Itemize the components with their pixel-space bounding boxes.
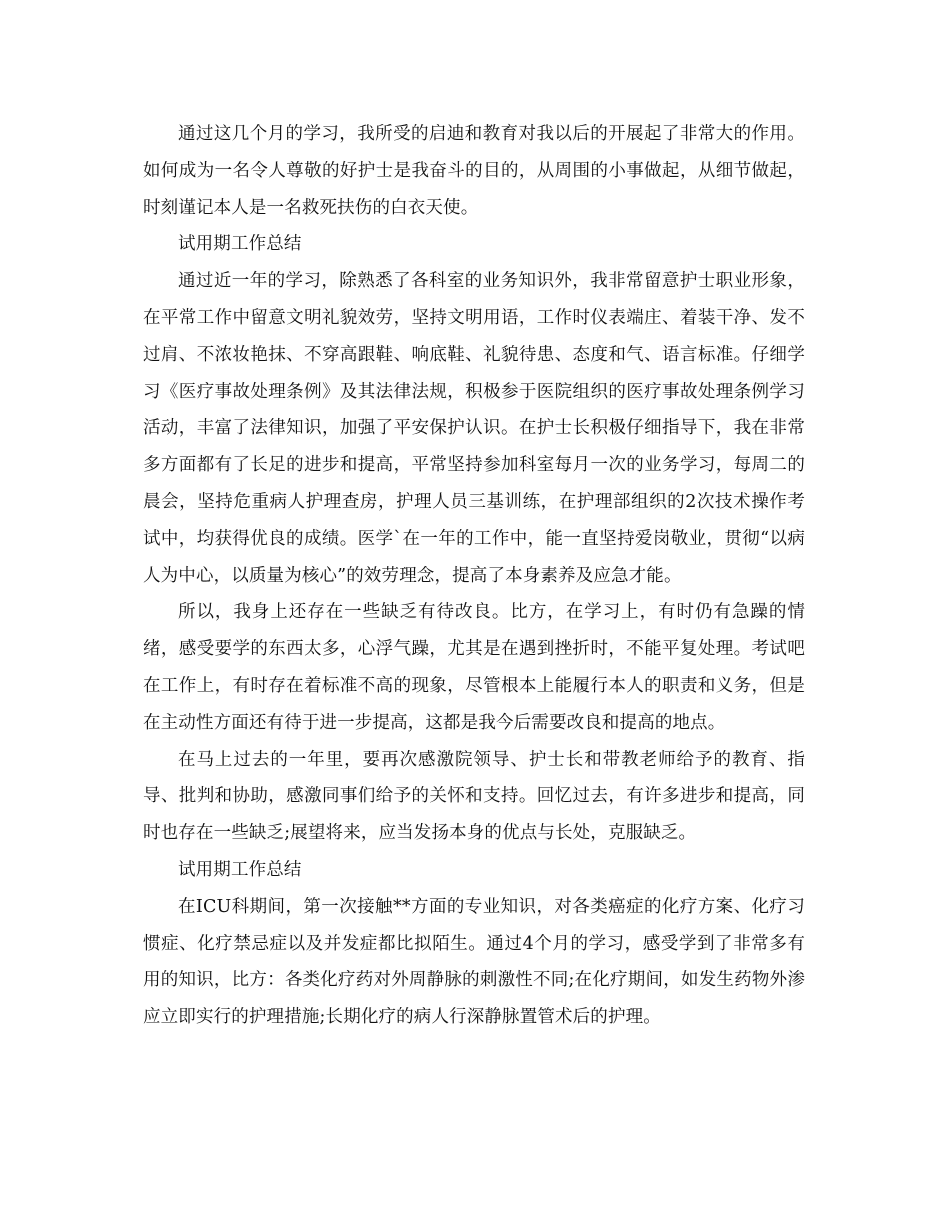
paragraph-shortcomings: 所以，我身上还存在一些缺乏有待改良。比方，在学习上，有时仍有急躁的情绪，感受要学的东西太多，心浮气躁，尤其是在遇到挫折时，不能平复处理。考试吧在工作上，有时存在着标准不高的现象，尽管根本上能履行本人的职责和义务，但是在主动性方面还有待于进一步提高，这都是我今后需要改良和提高的地点。 <box>143 602 805 733</box>
section-heading-probation-summary-2: 试用期工作总结 <box>178 859 302 880</box>
paragraph-icu-period: 在ICU科期间，第一次接触**方面的专业知识，对各类癌症的化疗方案、化疗习惯症、化疗禁忌症以及并发症都比拟陌生。通过4个月的学习，感受学到了非常多有用的知识，比方：各类化疗药对外周静脉的刺激性不同;在化疗期间，如发生药物外渗应立即实行的护理措施;长期化疗的病人行深静脉置管术后的护理。 <box>143 896 805 1028</box>
paragraph-professional-image: 通过近一年的学习，除熟悉了各科室的业务知识外，我非常留意护士职业形象，在平常工作中留意文明礼貌效劳，坚持文明用语，工作时仪表端庄、着装干净、发不过肩、不浓妆艳抹、不穿高跟鞋、响底鞋、礼貌待患、态度和气、语言标准。仔细学习《医疗事故处理条例》及其法律法规，积极参于医院组织的医疗事故处理条例学习活动，丰富了法律知识，加强了平安保护认识。在护士长积极仔细指导下，我在非常多方面都有了长足的进步和提高，平常坚持参加科室每月一次的业务学习，每周二的晨会，坚持危重病人护理查房，护理人员三基训练，在护理部组织的2次技术操作考试中，均获得优良的成绩。医学`在一年的工作中，能一直坚持爱岗敬业，贯彻“以病人为中心，以质量为核心”的效劳理念，提高了本身素养及应急才能。 <box>143 271 805 586</box>
section-heading-probation-summary: 试用期工作总结 <box>178 234 302 255</box>
paragraph-gratitude: 在马上过去的一年里，要再次感激院领导、护士长和带教老师给予的教育、指导、批判和协助，感激同事们给予的关怀和支持。回忆过去，有许多进步和提高，同时也存在一些缺乏;展望将来，应当发扬本身的优点与长处，克服缺乏。 <box>143 749 805 844</box>
document-body <box>143 116 805 1036</box>
paragraph-study-inspiration: 通过这几个月的学习，我所受的启迪和教育对我以后的开展起了非常大的作用。如何成为一名令人尊敬的好护士是我奋斗的目的，从周围的小事做起，从细节做起，时刻谨记本人是一名救死扶伤的白衣天使。 <box>143 124 805 218</box>
